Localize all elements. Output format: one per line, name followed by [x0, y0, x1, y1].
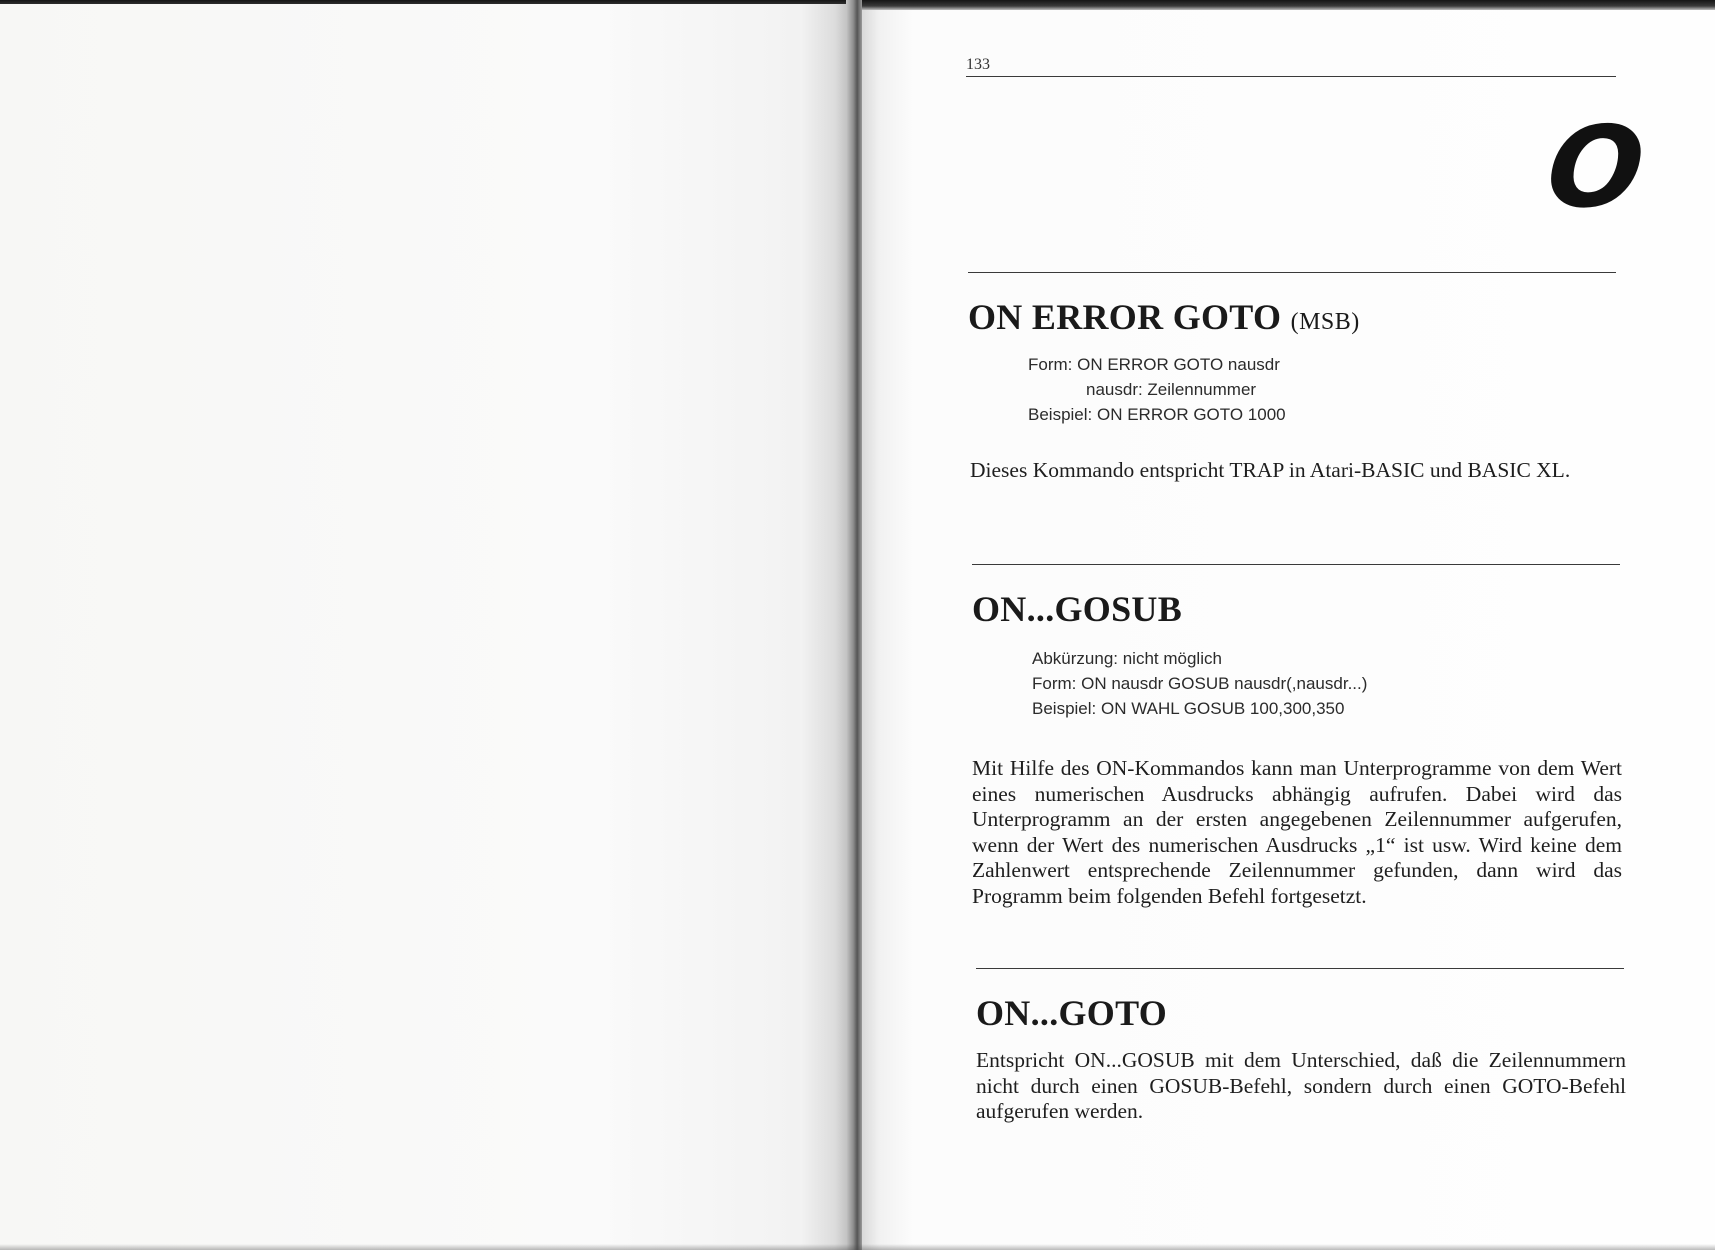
syntax-block: [1032, 646, 1367, 721]
section-letter: O: [1541, 103, 1651, 233]
syntax-line: Form: ON nausdr GOSUB nausdr(,nausdr...): [1032, 674, 1368, 693]
header-rule: [966, 76, 1616, 77]
entry-heading-on-error-goto: [968, 296, 1360, 338]
entry-heading-text: ON...GOTO: [976, 993, 1168, 1033]
syntax-line: Form: ON ERROR GOTO nausdr: [1028, 355, 1280, 374]
entry-heading-on-goto: [976, 992, 1167, 1034]
entry-heading-text: ON...GOSUB: [972, 589, 1183, 629]
entry-heading-on-gosub: [972, 588, 1182, 630]
entry-description: Mit Hilfe des ON-Kommandos kann man Unterprogramme von dem Wert eines numerischen Ausdrucks abhängig aufrufen. Dabei wird das Unterprogramm an der ersten angegebenen Zeilennummer aufgerufen, wenn der Wert des numerischen Ausdrucks „1“ ist usw. Wird keine dem Zahlenwert entsprechende Zeilennummer gefunden, dann wird das Programm beim folgenden Befehl fortgesetzt.: [972, 756, 1622, 908]
entry-description: Entspricht ON...GOSUB mit dem Unterschied, daß die Zeilennummern nicht durch einen GOSUB-Befehl, sondern durch einen GOTO-Befehl aufgerufen werden.: [976, 1048, 1626, 1123]
syntax-line: Abkürzung: nicht möglich: [1032, 649, 1222, 668]
syntax-line: Beispiel: ON WAHL GOSUB 100,300,350: [1032, 699, 1345, 718]
left-page-blank: [0, 4, 852, 1250]
entry-separator-rule: [976, 968, 1624, 969]
entry-separator-rule: [972, 564, 1620, 565]
entry-separator-rule: [968, 272, 1616, 273]
entry-heading-text: ON ERROR GOTO: [968, 297, 1282, 337]
book-spine: [846, 0, 862, 1250]
syntax-block: [1028, 352, 1286, 427]
page-number: 133: [966, 56, 990, 73]
entry-description: Dieses Kommando entspricht TRAP in Atari-BASIC und BASIC XL.: [970, 458, 1571, 482]
syntax-line: nausdr: Zeilennummer: [1086, 380, 1257, 399]
entry-heading-suffix: (MSB): [1290, 309, 1360, 335]
book-bottom-edge: [0, 1244, 1715, 1250]
syntax-line: Beispiel: ON ERROR GOTO 1000: [1028, 405, 1286, 424]
